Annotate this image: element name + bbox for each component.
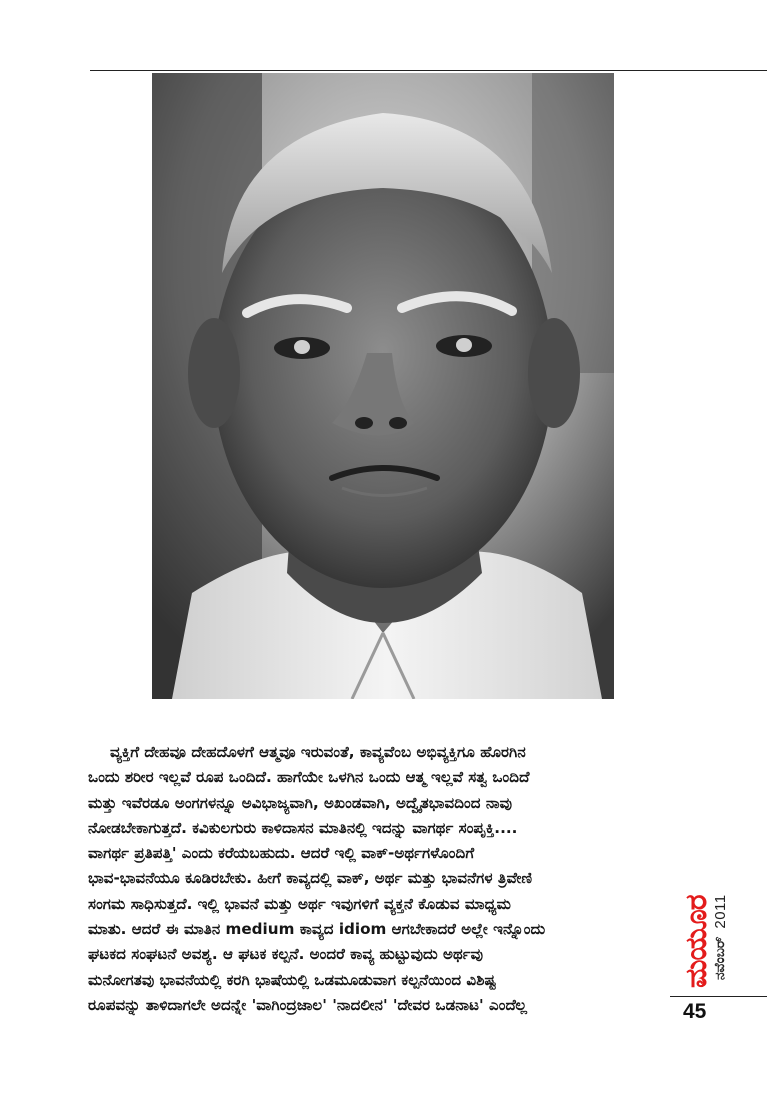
article-line: ನೋಡಬೇಕಾಗುತ್ತದೆ. ಕವಿಕುಲಗುರು ಕಾಳಿದಾಸನ ಮಾತಿನಲ್ಲಿ ಇದನ್ನು ವಾಗರ್ಥ ಸಂಪೃಕ್ತಿ.... xyxy=(88,818,518,837)
portrait-image xyxy=(152,73,614,699)
portrait-photo xyxy=(152,73,614,699)
article-body xyxy=(88,740,653,1018)
article-line: ಒಂದು ಶರೀರ ಇಲ್ಲವೆ ರೂಪ ಒಂದಿದೆ. ಹಾಗೆಯೇ ಒಳಗಿನ ಒಂದು ಆತ್ಮ ಇಲ್ಲವೆ ಸತ್ವ ಒಂದಿದೆ xyxy=(88,768,530,787)
article-line: ಮಾತು. ಆದರೆ ಈ ಮಾತಿನ medium ಕಾವ್ಯದ idiom ಆಗಬೇಕಾದರೆ ಅಲ್ಲೇ ಇನ್ನೊಂದು xyxy=(88,920,546,939)
article-line: ಮನೋಗತವು ಭಾವನೆಯಲ್ಲಿ ಕರಗಿ ಭಾಷೆಯಲ್ಲಿ ಒಡಮೂಡುವಾಗ ಕಲ್ಪನೆಯಿಂದ ವಿಶಿಷ್ಟ xyxy=(88,970,496,989)
article-line: ಸಂಗಮ ಸಾಧಿಸುತ್ತದೆ. ಇಲ್ಲಿ ಭಾವನೆ ಮತ್ತು ಅರ್ಥ ಇವುಗಳಿಗೆ ವ್ಯಕ್ತನೆ ಕೊಡುವ ಮಾಧ್ಯಮ xyxy=(88,894,512,913)
issue-month: ನವೆಂಬರ್ xyxy=(712,936,728,980)
article-line: ವ್ಯಕ್ತಿಗೆ ದೇಹವೂ ದೇಹದೊಳಗೆ ಆತ್ಮವೂ ಇರುವಂತೆ, ಕಾವ್ಯವೆಂಬ ಅಭಿವ್ಯಕ್ತಿಗೂ ಹೊರಗಿನ xyxy=(110,743,526,761)
bottom-rule xyxy=(670,996,767,997)
article-line: ಘಟಕದ ಸಂಘಟನೆ ಅವಶ್ಯ. ಆ ಘಟಕ ಕಲ್ಪನೆ. ಅಂದರೆ ಕಾವ್ಯ ಹುಟ್ಟುವುದು ಅರ್ಥವು xyxy=(88,945,484,964)
top-rule xyxy=(90,70,767,71)
article-line: ಮತ್ತು ಇವೆರಡೂ ಅಂಗಗಳನ್ನೂ ಅವಿಭಾಜ್ಯವಾಗಿ, ಅಖಂಡವಾಗಿ, ಅದ್ವೈತಭಾವದಿಂದ ನಾವು xyxy=(88,793,513,812)
article-line: ರೂಪವನ್ನು ತಾಳಿದಾಗಲೇ ಅದನ್ನೇ 'ವಾಗಿಂದ್ರಜಾಲ' 'ನಾದಲೀನ' 'ದೇವರ ಒಡನಾಟ' ಎಂದೆಲ್ಲ xyxy=(88,995,528,1014)
article-line: ಭಾವ-ಭಾವನೆಯೂ ಕೂಡಿರಬೇಕು. ಹೀಗೆ ಕಾವ್ಯದಲ್ಲಿ ವಾಕ್, ಅರ್ಥ ಮತ್ತು ಭಾವನೆಗಳ ತ್ರಿವೇಣಿ xyxy=(88,869,533,888)
article-line: ವಾಗರ್ಥ ಪ್ರತಿಪತ್ತಿ' ಎಂದು ಕರೆಯಬಹುದು. ಆದರೆ ಇಲ್ಲಿ ವಾಕ್-ಅರ್ಥಗಳೊಂದಿಗೆ xyxy=(88,844,475,863)
issue-year: 2011 xyxy=(711,894,729,929)
page-number: 45 xyxy=(683,1000,707,1023)
magazine-logo xyxy=(677,895,719,988)
magazine-name: ಮಯೂರ xyxy=(679,895,714,988)
